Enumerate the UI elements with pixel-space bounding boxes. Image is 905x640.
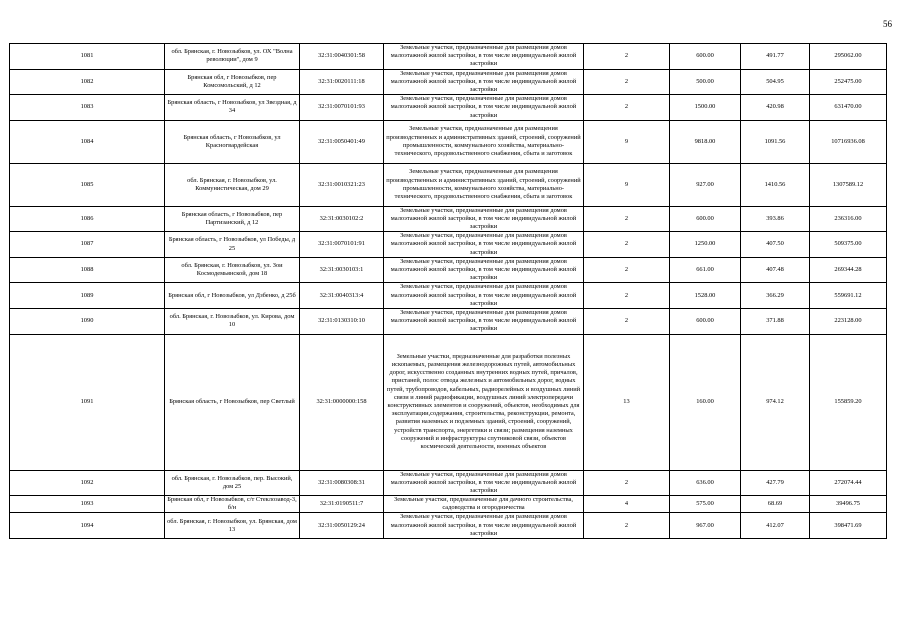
cadastral-value-table (9, 43, 887, 539)
table-row (10, 334, 887, 470)
specific-value-cell: 1410.56 (741, 163, 810, 206)
table-row (10, 496, 887, 513)
address-cell: Брянская область, г Новозыбков, ул Красногвардейская (165, 120, 300, 163)
table-row (10, 308, 887, 334)
cadastral-value-cell: 559691.12 (810, 283, 887, 309)
address-cell: Брянская область, г Новозыбков, пер Светлый (165, 334, 300, 470)
row-number: 1083 (10, 95, 165, 121)
row-number: 1081 (10, 44, 165, 70)
specific-value-cell: 420.98 (741, 95, 810, 121)
page-number: 56 (883, 19, 892, 29)
row-number: 1084 (10, 120, 165, 163)
land-use-cell: Земельные участки, предназначенные для размещения домов малоэтажной жилой застройки, в том числе индивидуальной жилой застройки (384, 206, 584, 232)
cadastral-number-cell: 32:31:0040301:58 (300, 44, 384, 70)
specific-value-cell: 412.07 (741, 513, 810, 539)
address-cell: обл. Брянская, г. Новозыбков, ул. ОХ "Волна революции", дом 9 (165, 44, 300, 70)
land-use-cell: Земельные участки, предназначенные для размещения домов малоэтажной жилой застройки, в том числе индивидуальной жилой застройки (384, 513, 584, 539)
row-number: 1085 (10, 163, 165, 206)
group-cell: 2 (584, 95, 670, 121)
cadastral-value-cell: 295062.00 (810, 44, 887, 70)
group-cell: 2 (584, 232, 670, 258)
row-number: 1093 (10, 496, 165, 513)
table-row (10, 513, 887, 539)
table-row (10, 44, 887, 70)
group-cell: 13 (584, 334, 670, 470)
cadastral-value-cell: 39496.75 (810, 496, 887, 513)
area-cell: 1250.00 (670, 232, 741, 258)
group-cell: 2 (584, 69, 670, 95)
cadastral-number-cell: 32:31:0020111:18 (300, 69, 384, 95)
group-cell: 4 (584, 496, 670, 513)
area-cell: 1528.00 (670, 283, 741, 309)
specific-value-cell: 491.77 (741, 44, 810, 70)
area-cell: 600.00 (670, 206, 741, 232)
group-cell: 2 (584, 513, 670, 539)
cadastral-number-cell: 32:31:0070101:91 (300, 232, 384, 258)
specific-value-cell: 68.69 (741, 496, 810, 513)
table-row (10, 470, 887, 496)
area-cell: 575.00 (670, 496, 741, 513)
specific-value-cell: 366.29 (741, 283, 810, 309)
table-row (10, 95, 887, 121)
area-cell: 967.00 (670, 513, 741, 539)
address-cell: Брянская область, г Новозыбков, пер Партизанский, д 12 (165, 206, 300, 232)
cadastral-number-cell: 32:31:0010321:23 (300, 163, 384, 206)
land-use-cell: Земельные участки, предназначенные для размещения домов малоэтажной жилой застройки, в том числе индивидуальной жилой застройки (384, 470, 584, 496)
land-use-cell: Земельные участки, предназначенные для размещения домов малоэтажной жилой застройки, в том числе индивидуальной жилой застройки (384, 257, 584, 283)
cadastral-value-cell: 509375.00 (810, 232, 887, 258)
area-cell: 500.00 (670, 69, 741, 95)
land-use-cell: Земельные участки, предназначенные для размещения домов малоэтажной жилой застройки, в том числе индивидуальной жилой застройки (384, 308, 584, 334)
specific-value-cell: 974.12 (741, 334, 810, 470)
area-cell: 160.00 (670, 334, 741, 470)
group-cell: 2 (584, 470, 670, 496)
table-row (10, 283, 887, 309)
specific-value-cell: 393.86 (741, 206, 810, 232)
row-number: 1092 (10, 470, 165, 496)
cadastral-value-cell: 398471.69 (810, 513, 887, 539)
cadastral-value-cell: 155859.20 (810, 334, 887, 470)
address-cell: обл. Брянская, г. Новозыбков, ул. Коммунистическая, дом 29 (165, 163, 300, 206)
row-number: 1094 (10, 513, 165, 539)
cadastral-value-cell: 236316.00 (810, 206, 887, 232)
group-cell: 2 (584, 308, 670, 334)
table-row (10, 163, 887, 206)
address-cell: обл. Брянская, г. Новозыбков, пер. Высокий, дом 25 (165, 470, 300, 496)
specific-value-cell: 1091.56 (741, 120, 810, 163)
row-number: 1082 (10, 69, 165, 95)
cadastral-number-cell: 32:31:0130310:10 (300, 308, 384, 334)
land-use-cell: Земельные участки, предназначенные для размещения домов малоэтажной жилой застройки, в том числе индивидуальной жилой застройки (384, 283, 584, 309)
row-number: 1087 (10, 232, 165, 258)
land-use-cell: Земельные участки, предназначенные для размещения домов малоэтажной жилой застройки, в том числе индивидуальной жилой застройки (384, 69, 584, 95)
row-number: 1089 (10, 283, 165, 309)
address-cell: Брянская обл, г Новозыбков, ул Дзбенко, д 25б (165, 283, 300, 309)
cadastral-number-cell: 32:31:0050129:24 (300, 513, 384, 539)
cadastral-number-cell: 32:31:0080308:31 (300, 470, 384, 496)
row-number: 1086 (10, 206, 165, 232)
cadastral-number-cell: 32:31:0000000:158 (300, 334, 384, 470)
cadastral-value-cell: 252475.00 (810, 69, 887, 95)
land-use-cell: Земельные участки, предназначенные для размещения домов малоэтажной жилой застройки, в том числе индивидуальной жилой застройки (384, 232, 584, 258)
cadastral-number-cell: 32:31:0040313:4 (300, 283, 384, 309)
group-cell: 2 (584, 257, 670, 283)
address-cell: Брянская обл, г Новозыбков, пер Комсомольский, д 12 (165, 69, 300, 95)
cadastral-number-cell: 32:31:0050401:49 (300, 120, 384, 163)
cadastral-value-cell: 223128.00 (810, 308, 887, 334)
address-cell: Брянская область, г Новозыбков, ул Победы, д 25 (165, 232, 300, 258)
table-row (10, 69, 887, 95)
area-cell: 661.00 (670, 257, 741, 283)
cadastral-value-cell: 10716936.08 (810, 120, 887, 163)
area-cell: 600.00 (670, 308, 741, 334)
land-use-cell: Земельные участки, предназначенные для размещения домов малоэтажной жилой застройки, в том числе индивидуальной жилой застройки (384, 95, 584, 121)
group-cell: 9 (584, 163, 670, 206)
cadastral-number-cell: 32:31:0070101:93 (300, 95, 384, 121)
cadastral-value-cell: 631470.00 (810, 95, 887, 121)
group-cell: 2 (584, 44, 670, 70)
area-cell: 9818.00 (670, 120, 741, 163)
table-body (10, 44, 887, 539)
area-cell: 927.00 (670, 163, 741, 206)
address-cell: обл. Брянская, г. Новозыбков, ул. Зои Космодемьянской, дом 18 (165, 257, 300, 283)
cadastral-value-cell: 272074.44 (810, 470, 887, 496)
cadastral-value-cell: 269344.28 (810, 257, 887, 283)
specific-value-cell: 504.95 (741, 69, 810, 95)
address-cell: обл. Брянская, г. Новозыбков, ул. Кирова, дом 10 (165, 308, 300, 334)
area-cell: 600.00 (670, 44, 741, 70)
row-number: 1088 (10, 257, 165, 283)
group-cell: 2 (584, 283, 670, 309)
specific-value-cell: 427.79 (741, 470, 810, 496)
land-use-cell: Земельные участки, предназначенные для дачного строительства, садоводства и огородничества (384, 496, 584, 513)
land-use-cell: Земельные участки, предназначенные для размещения производственных и административных зданий, строений, сооружений промышленности, коммунального хозяйства, материально-технического, продовольственного снабжения, сбыта и заготовок (384, 120, 584, 163)
specific-value-cell: 371.88 (741, 308, 810, 334)
cadastral-number-cell: 32:31:0190511:7 (300, 496, 384, 513)
land-use-cell: Земельные участки, предназначенные для размещения производственных и административных зданий, строений, сооружений промышленности, коммунального хозяйства, материально-технического, продовольственного снабжения, сбыта и заготовок (384, 163, 584, 206)
table-row (10, 257, 887, 283)
group-cell: 2 (584, 206, 670, 232)
address-cell: Брянская область, г Новозыбков, ул Звездная, д 34 (165, 95, 300, 121)
land-use-cell: Земельные участки, предназначенные для разработки полезных ископаемых, размещения железнодорожных путей, автомобильных дорог, искусственно созданных внутренних водных путей, причалов, пристаней, полос отвода железных и автомобильных дорог, водных путей, трубопроводов, кабельных, радиорелейных и воздушных линий связи и линий радиофикации, воздушных линий электропередачи конструктивных элементов и сооружений, объектов, необходимых для эксплуатации,содержания, строительства, реконструкции, ремонта, развития наземных и подземных зданий, строений, сооружений, устройств транспорта, энергетики и связи; размещения наземных сооружений и инфраструктуры спутниковой связи, объектов космической деятельности, военных объектов (384, 334, 584, 470)
specific-value-cell: 407.50 (741, 232, 810, 258)
row-number: 1090 (10, 308, 165, 334)
specific-value-cell: 407.48 (741, 257, 810, 283)
cadastral-value-cell: 1307589.12 (810, 163, 887, 206)
row-number: 1091 (10, 334, 165, 470)
table-row (10, 232, 887, 258)
cadastral-number-cell: 32:31:0030102:2 (300, 206, 384, 232)
group-cell: 9 (584, 120, 670, 163)
area-cell: 636.00 (670, 470, 741, 496)
land-use-cell: Земельные участки, предназначенные для размещения домов малоэтажной жилой застройки, в том числе индивидуальной жилой застройки (384, 44, 584, 70)
cadastral-number-cell: 32:31:0030103:1 (300, 257, 384, 283)
table-row (10, 120, 887, 163)
address-cell: Брянская обл, г Новозыбков, с/т Стеклозавод-3, б/н (165, 496, 300, 513)
address-cell: обл. Брянская, г. Новозыбков, ул. Брянская, дом 13 (165, 513, 300, 539)
table-row (10, 206, 887, 232)
area-cell: 1500.00 (670, 95, 741, 121)
